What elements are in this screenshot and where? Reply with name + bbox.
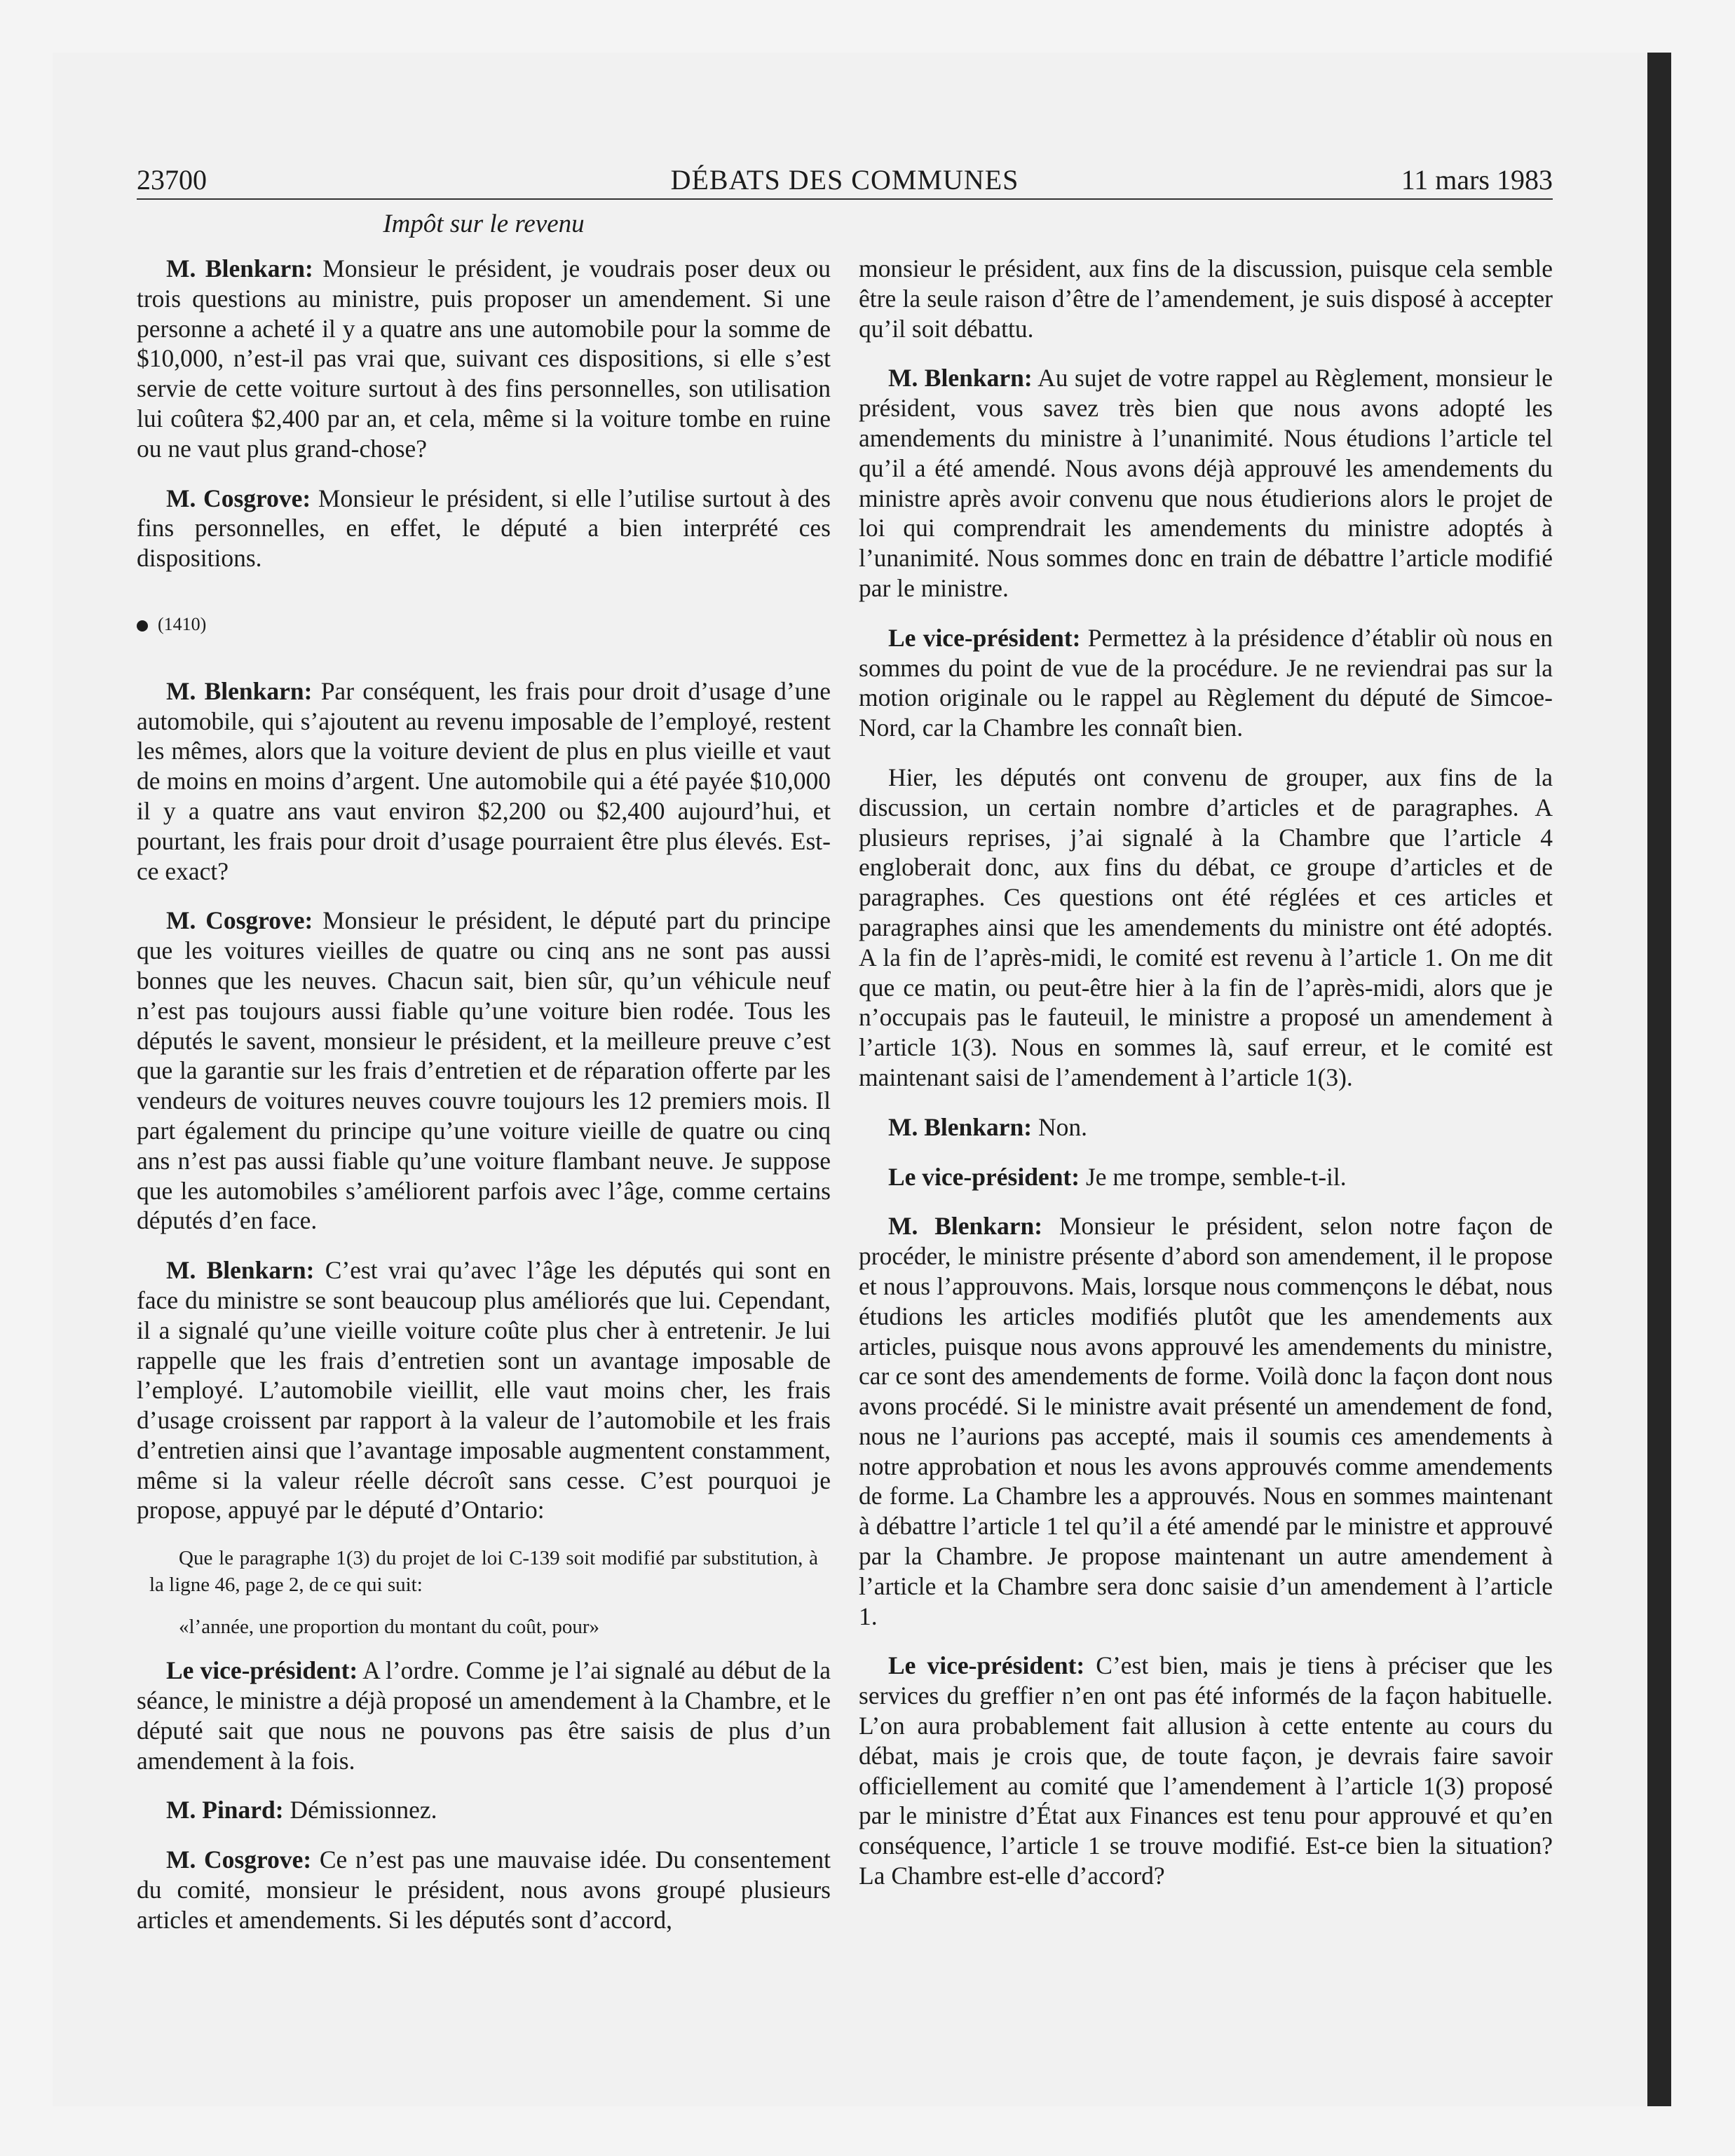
speaker-name: M. Cosgrove: bbox=[166, 1845, 312, 1874]
speech-text: Démissionnez. bbox=[283, 1796, 437, 1824]
paragraph bbox=[137, 1795, 831, 1825]
speech-text: C’est bien, mais je tiens à préciser que les services du greffier n’en ont pas été informés de la façon habituelle. L’on aura probablement fait allusion à cette entente au cours du débat, mais je crois que, de toute façon, je devrais faire savoir officiellement au comité que l’amendement à l’article 1(3) proposé par le ministre d’État aux Finances est tenu pour approuvé et qu’en conséquence, l’article 1 se trouve modifié. Est-ce bien la situation? La Chambre est-elle d’accord? bbox=[859, 1651, 1553, 1890]
paragraph-continuation: monsieur le président, aux fins de la discussion, puisque cela semble être la seule raison d’être de l’amendement, je suis disposé à accepter qu’il soit débattu. bbox=[859, 254, 1553, 343]
paragraph bbox=[137, 676, 831, 887]
speaker-name: M. Blenkarn: bbox=[166, 676, 313, 705]
right-column bbox=[859, 254, 1553, 1911]
speaker-name: Le vice-président: bbox=[888, 1651, 1085, 1680]
speech-text: Non. bbox=[1032, 1112, 1088, 1141]
paragraph: Hier, les députés ont convenu de grouper, aux fins de la discussion, un certain nombre d’articles et de paragraphes. A plusieurs reprises, j’ai signalé à la Chambre que l’article 4 engloberait donc, aux fins du débat, ce groupe d’articles et de paragraphes. Ces questions ont été réglées et ces articles et paragraphes ainsi que les amendements du ministre ont été adoptés. A la fin de l’après-midi, le comité est revenu à l’article 1. On me dit que ce matin, ou peut-être hier à la fin de l’après-midi, alors que je n’occupais pas le fauteuil, le ministre a proposé un amendement à l’article 1(3). Nous en sommes là, sauf erreur, et le comité est maintenant saisi de l’amendement à l’article 1(3). bbox=[859, 763, 1553, 1091]
speaker-name: M. Blenkarn: bbox=[888, 1112, 1033, 1141]
publication-title: DÉBATS DES COMMUNES bbox=[670, 164, 1019, 196]
speaker-name: M. Pinard: bbox=[166, 1796, 284, 1824]
page-header bbox=[137, 163, 1553, 200]
speech-text: Monsieur le président, je voudrais poser deux ou trois questions au ministre, puis proposer un amendement. Si une personne a acheté il y a quatre ans une automobile pour la somme de $10,000, n’est-il pas vrai que, suivant ces dispositions, si elle s’est servie de cette voiture surtout à des fins personnelles, son utilisation lui coûtera $2,400 par an, et cela, même si la voiture tombe en ruine ou ne vaut plus grand-chose? bbox=[137, 254, 831, 463]
paragraph bbox=[859, 623, 1553, 743]
speech-text: C’est vrai qu’avec l’âge les députés qui sont en face du ministre se sont beaucoup plus améliorés que lui. Cependant, il a signalé qu’une vieille voiture coûte plus cher à entretenir. Je lui rappelle que les frais d’entretien sont un avantage imposable de l’employé. L’automobile vieillit, elle vaut moins cher, les frais d’usage croissent par rapport à la valeur de l’automobile et les frais d’entretien ainsi que l’avantage imposable augmentent constamment, même si la valeur réelle décroît sans cesse. C’est pourquoi je propose, appuyé par le député d’Ontario: bbox=[137, 1256, 831, 1524]
speaker-name: M. Blenkarn: bbox=[888, 1212, 1043, 1241]
paragraph bbox=[137, 1656, 831, 1775]
page-number: 23700 bbox=[137, 164, 207, 196]
speaker-name: Le vice-président: bbox=[166, 1656, 358, 1685]
speech-text: A l’ordre. Comme je l’ai signalé au début de la séance, le ministre a déjà proposé un amendement à la Chambre, et le député sait que nous ne pouvons pas être saisis de plus d’un amendement à la fois. bbox=[137, 1656, 831, 1775]
speaker-name: M. Cosgrove: bbox=[166, 484, 311, 512]
paragraph bbox=[859, 1211, 1553, 1631]
section-title: Impôt sur le revenu bbox=[383, 210, 585, 238]
motion-quote: Que le paragraphe 1(3) du projet de loi C-139 soit modifié par substitution, à la ligne 46, page 2, de ce qui suit: bbox=[149, 1547, 818, 1597]
speech-text: Je me trompe, semble-t-il. bbox=[1080, 1162, 1347, 1191]
time-marker bbox=[137, 610, 831, 640]
speech-text: Monsieur le président, le député part du principe que les voitures vieilles de quatre ou cinq ans ne sont pas aussi bonnes que les neuves. Chacun sait, bien sûr, qu’un véhicule neuf n’est pas toujours aussi fiable qu’une voiture bien rodée. Tous les députés le savent, monsieur le président, et la meilleure preuve c’est que la garantie sur les frais d’entretien et de réparation offerte par les vendeurs de voitures neuves couvre toujours les 12 premiers mois. Il part également du principe qu’une voiture vieille de quatre ou cinq ans n’est pas aussi fiable qu’une voiture flambant neuve. Je suppose que les automobiles s’améliorent parfois avec l’âge, comme certains députés d’en face. bbox=[137, 906, 831, 1235]
speech-text: Monsieur le président, si elle l’utilise surtout à des fins personnelles, en effet, le député a bien interprété ces dispositions. bbox=[137, 484, 831, 573]
paragraph bbox=[859, 1651, 1553, 1890]
speaker-name: M. Blenkarn: bbox=[888, 364, 1033, 393]
speaker-name: Le vice-président: bbox=[888, 623, 1081, 652]
paragraph bbox=[137, 1255, 831, 1525]
time-marker-text: (1410) bbox=[158, 613, 207, 634]
speech-text: Au sujet de votre rappel au Règlement, monsieur le président, vous savez très bien que nous avons adopté les amendements du ministre à l’unanimité. Nous étudions l’article tel qu’il a été amendé. Nous avons déjà approuvé les amendements du ministre après avoir convenu que nous étudierions alors le projet de loi qui comprendrait les amendements du ministre adoptés à l’unanimité. Nous sommes donc en train de débattre l’article modifié par le ministre. bbox=[859, 364, 1553, 602]
speaker-name: Le vice-président: bbox=[888, 1162, 1080, 1191]
speaker-name: M. Cosgrove: bbox=[166, 906, 313, 935]
speech-text: Ce n’est pas une mauvaise idée. Du consentement du comité, monsieur le président, nous avons groupé plusieurs articles et amendements. Si les députés sont d’accord, bbox=[137, 1845, 831, 1934]
motion-quote-text: «l’année, une proportion du montant du coût, pour» bbox=[179, 1616, 600, 1639]
paragraph bbox=[137, 906, 831, 1236]
speech-text: Permettez à la présidence d’établir où nous en sommes du point de vue de la procédure. Je ne reviendrai pas sur la motion originale ou le rappel au Règlement du député de Simcoe-Nord, car la Chambre les connaît bien. bbox=[859, 623, 1553, 742]
publication-date: 11 mars 1983 bbox=[1401, 164, 1553, 196]
speaker-name: M. Blenkarn: bbox=[166, 254, 313, 282]
speech-text: Par conséquent, les frais pour droit d’usage d’une automobile, qui s’ajoutent au revenu imposable de l’employé, restent les mêmes, alors que la voiture devient de plus en plus vieille et vaut de moins en moins d’argent. Une automobile qui a été payée $10,000 il y a quatre ans vaut environ $2,200 ou $2,400 aujourd’hui, et pourtant, les frais pour droit d’usage pourraient être plus élevés. Est-ce exact? bbox=[137, 676, 831, 885]
paragraph bbox=[859, 1162, 1553, 1192]
left-column bbox=[137, 254, 831, 1955]
paragraph bbox=[859, 363, 1553, 603]
paragraph bbox=[859, 1112, 1553, 1142]
paragraph bbox=[137, 254, 831, 464]
scan-edge-bar bbox=[1647, 53, 1671, 2106]
bullet-icon bbox=[137, 620, 148, 632]
paragraph bbox=[137, 484, 831, 573]
speaker-name: M. Blenkarn: bbox=[166, 1256, 315, 1285]
paragraph bbox=[137, 1845, 831, 1935]
speech-text: Monsieur le président, selon notre façon de procéder, le ministre présente d’abord son amendement, il le propose et nous l’approuvons. Mais, lorsque nous commençons le débat, nous étudions les articles modifiés plutôt que les amendements aux articles, puisque nous avons approuvé les amendements du ministre, car ce sont des amendements de forme. Voilà donc la façon dont nous avons procédé. Si le ministre avait présenté un amendement de fond, nous ne l’aurions pas accepté, mais il soumis ces amendements à notre approbation et nous les avons approuvés comme amendements de forme. La Chambre les a approuvés. Nous en sommes maintenant à débattre l’article 1 tel qu’il a été amendé par le ministre et approuvé par la Chambre. Je propose maintenant un autre amendement à l’article et la Chambre sera donc saisie d’un amendement à l’article 1. bbox=[859, 1212, 1553, 1630]
